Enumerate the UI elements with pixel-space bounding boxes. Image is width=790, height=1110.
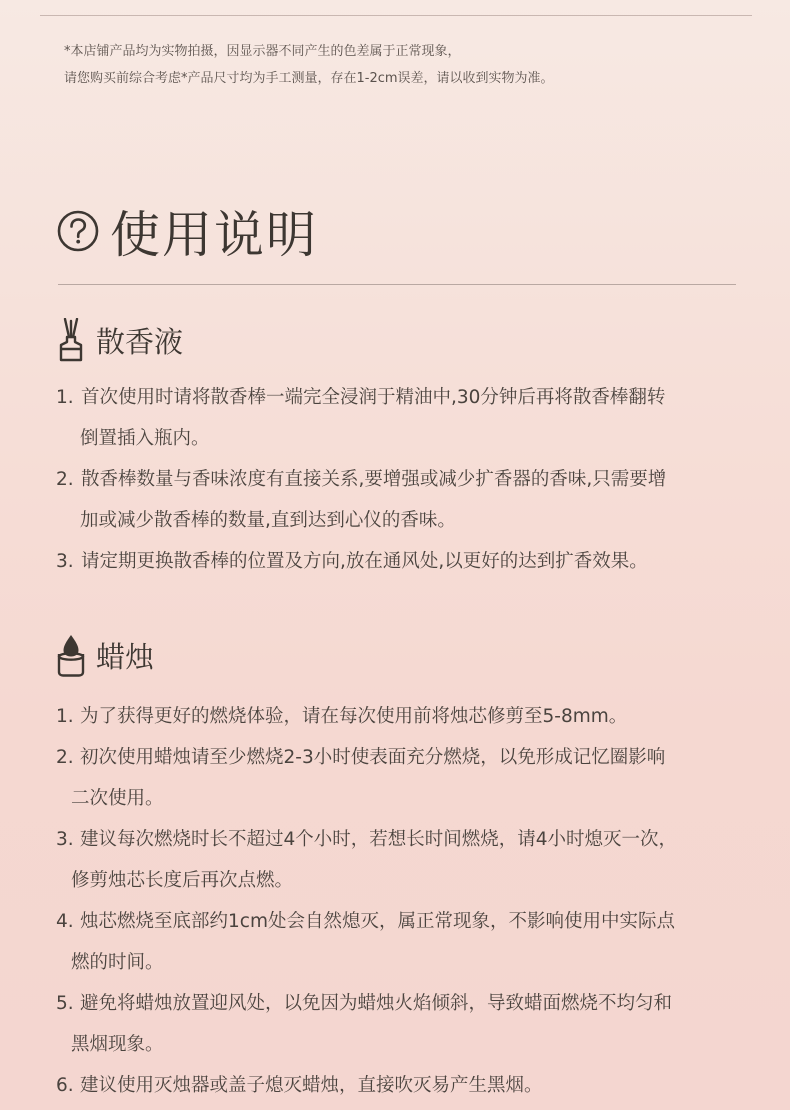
notice-line-1: *本店铺产品均为实物拍摄，因显示器不同产生的色差属于正常现象， bbox=[64, 44, 461, 59]
question-circle-icon bbox=[56, 209, 100, 253]
list-item-number: 5. bbox=[56, 993, 74, 1014]
list-item bbox=[56, 377, 666, 459]
candle-icon bbox=[56, 633, 86, 677]
list-item-text: 加或减少散香棒的数量,直到达到心仪的香味。 bbox=[80, 510, 456, 531]
list-item bbox=[56, 901, 677, 983]
list-item-text: 黑烟现象。 bbox=[71, 1034, 164, 1055]
list-item-text: 请定期更换散香棒的位置及方向,放在通风处,以更好的达到扩香效果。 bbox=[81, 551, 648, 572]
list-item bbox=[56, 541, 666, 582]
list-item bbox=[56, 819, 677, 901]
top-divider bbox=[40, 15, 752, 16]
list-item bbox=[56, 459, 666, 541]
candle-section-header bbox=[56, 630, 677, 680]
diffuser-instruction-list bbox=[56, 377, 666, 582]
list-item-number: 3. bbox=[56, 551, 74, 572]
list-item-text: 初次使用蜡烛请至少燃烧2-3小时使表面充分燃烧，以免形成记忆圈影响 bbox=[80, 747, 666, 768]
candle-instruction-list bbox=[56, 696, 677, 1106]
list-item bbox=[56, 696, 677, 737]
page-title: 使用说明 bbox=[110, 206, 318, 264]
list-item-text: 建议每次燃烧时长不超过4个小时，若想长时间燃烧，请4小时熄灭一次， bbox=[80, 829, 678, 850]
diffuser-section-title: 散香液 bbox=[96, 324, 184, 359]
list-item-text: 为了获得更好的燃烧体验，请在每次使用前将烛芯修剪至5-8mm。 bbox=[80, 706, 628, 727]
list-item-text: 燃的时间。 bbox=[71, 952, 164, 973]
list-item bbox=[56, 983, 677, 1065]
list-item-text: 修剪烛芯长度后再次点燃。 bbox=[71, 870, 294, 891]
list-item-number: 4. bbox=[56, 911, 74, 932]
list-item bbox=[56, 1065, 677, 1106]
title-divider bbox=[58, 284, 736, 285]
list-item-text: 避免将蜡烛放置迎风处，以免因为蜡烛火焰倾斜，导致蜡面燃烧不均匀和 bbox=[80, 993, 673, 1014]
list-item-text: 倒置插入瓶内。 bbox=[80, 428, 210, 449]
list-item-number: 2. bbox=[56, 747, 74, 768]
list-item-text: 散香棒数量与香味浓度有直接关系,要增强或减少扩香器的香味,只需要增 bbox=[81, 469, 667, 490]
candle-section-title: 蜡烛 bbox=[96, 639, 155, 674]
notice-line-2: 请您购买前综合考虑*产品尺寸均为手工测量，存在1-2cm误差，请以收到实物为准。 bbox=[64, 71, 554, 86]
list-item-text: 建议使用灭烛器或盖子熄灭蜡烛，直接吹灭易产生黑烟。 bbox=[80, 1075, 543, 1096]
list-item-number: 3. bbox=[56, 829, 74, 850]
list-item-text: 二次使用。 bbox=[71, 788, 164, 809]
diffuser-section-header bbox=[56, 315, 666, 365]
list-item-number: 6. bbox=[56, 1075, 74, 1096]
diffuser-section bbox=[56, 315, 666, 582]
list-item-number: 2. bbox=[56, 469, 74, 490]
notice-text bbox=[64, 38, 754, 92]
reed-diffuser-icon bbox=[56, 318, 86, 362]
list-item bbox=[56, 737, 677, 819]
candle-section bbox=[56, 630, 677, 1106]
list-item-text: 烛芯燃烧至底部约1cm处会自然熄灭，属正常现象，不影响使用中实际点 bbox=[80, 911, 675, 932]
list-item-text: 首次使用时请将散香棒一端完全浸润于精油中,30分钟后再将散香棒翻转 bbox=[81, 387, 666, 408]
page-title-row bbox=[56, 198, 318, 264]
list-item-number: 1. bbox=[56, 387, 74, 408]
list-item-number: 1. bbox=[56, 706, 74, 727]
